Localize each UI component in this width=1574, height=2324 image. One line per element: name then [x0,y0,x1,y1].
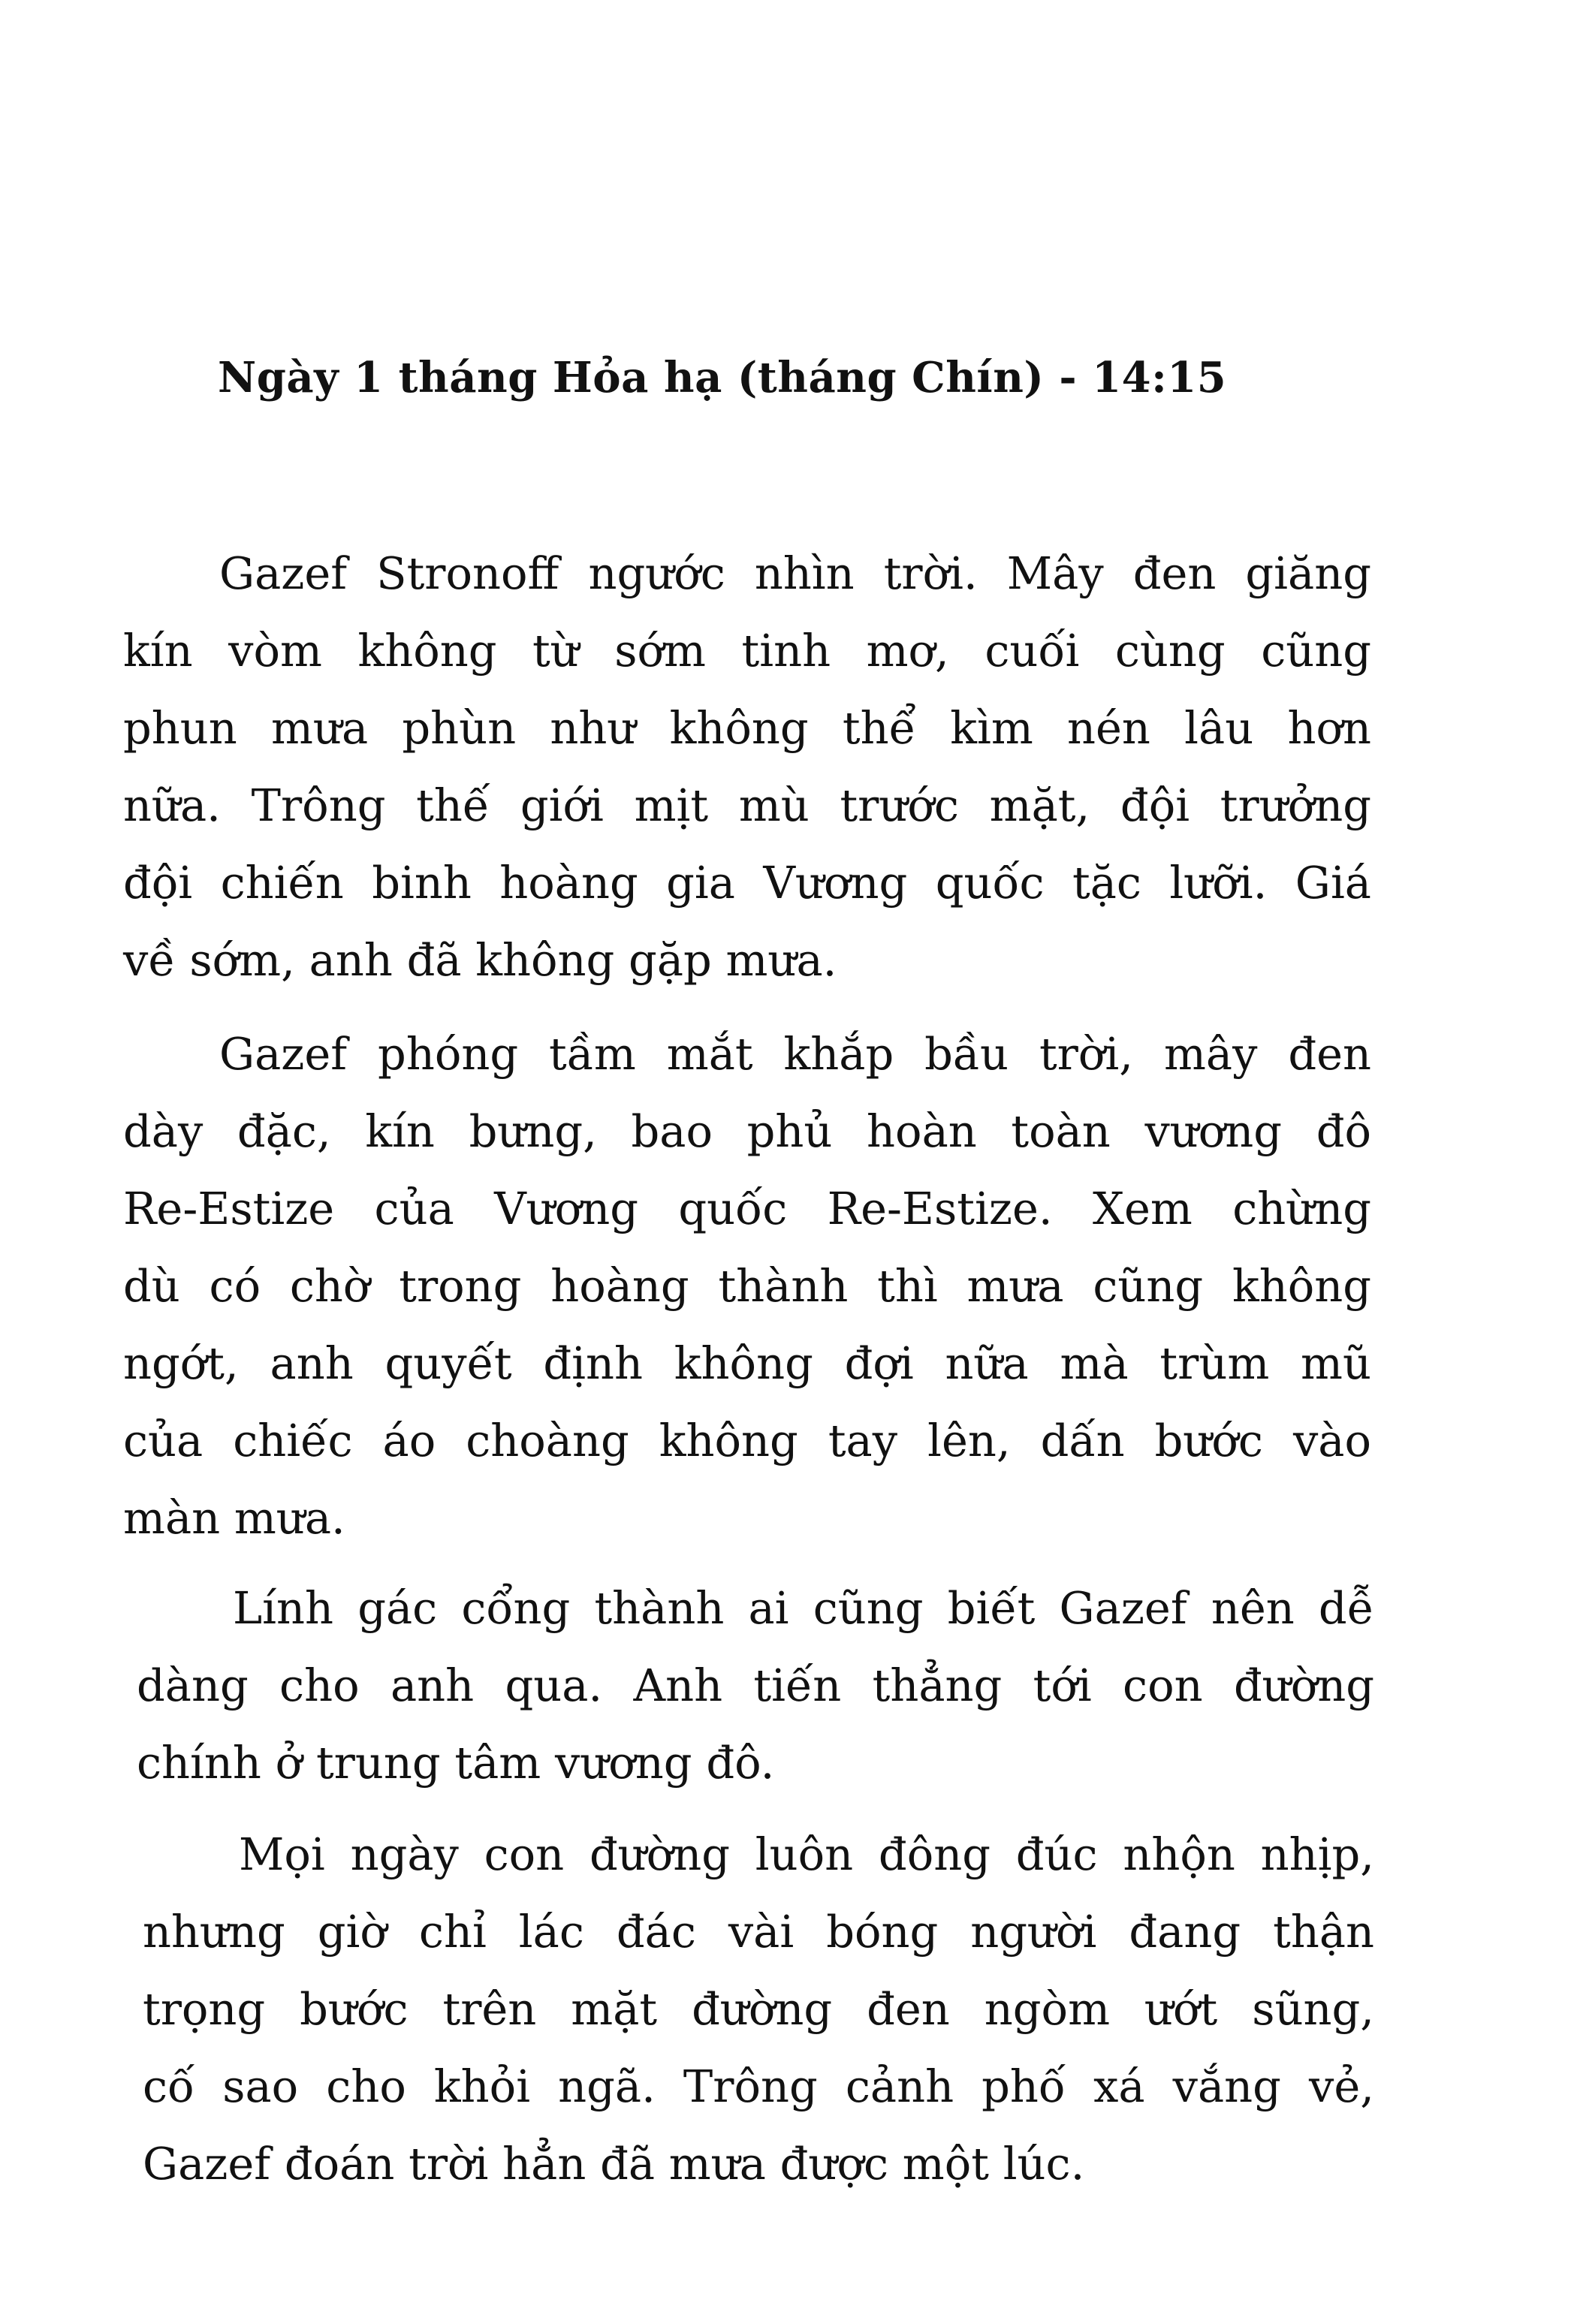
text-line: chính ở trung tâm vương đô. [137,1737,775,1789]
text-line: cố sao cho khỏi ngã. Trông cảnh phố xá vắng vẻ, [143,2060,1374,2112]
text-line: trọng bước trên mặt đường đen ngòm ướt sũng, [143,1983,1374,2035]
text-line: phun mưa phùn như không thể kìm nén lâu hơn [123,702,1371,754]
paragraph [123,535,1371,999]
text-line: của chiếc áo choàng không tay lên, dấn bước vào [123,1415,1371,1466]
text-line: về sớm, anh đã không gặp mưa. [123,934,837,986]
section-heading: Ngày 1 tháng Hỏa hạ (tháng Chín) - 14:15 [218,353,1227,402]
text-line: dù có chờ trong hoàng thành thì mưa cũng không [123,1260,1371,1312]
text-line: Lính gác cổng thành ai cũng biết Gazef nên dễ [233,1582,1374,1634]
text-line: dàng cho anh qua. Anh tiến thẳng tới con đường [137,1659,1374,1711]
text-line: Gazef Stronoff ngước nhìn trời. Mây đen giăng [219,547,1371,599]
text-line: Gazef phóng tầm mắt khắp bầu trời, mây đen [219,1028,1371,1080]
text-line: màn mưa. [123,1492,345,1544]
text-line: đội chiến binh hoàng gia Vương quốc tặc lưỡi. Giá [123,857,1371,909]
text-line: nhưng giờ chỉ lác đác vài bóng người đang thận [143,1906,1374,1958]
text-line: nữa. Trông thế giới mịt mù trước mặt, đội trưởng [123,779,1371,831]
paragraph [143,1816,1374,2202]
text-line: Re-Estize của Vương quốc Re-Estize. Xem chừng [123,1183,1371,1234]
text-line: dày đặc, kín bưng, bao phủ hoàn toàn vương đô [123,1105,1371,1157]
paragraph [123,1015,1371,1557]
paragraph [137,1569,1374,1801]
text-line: kín vòm không từ sớm tinh mơ, cuối cùng cũng [123,625,1371,677]
text-line: Mọi ngày con đường luôn đông đúc nhộn nhịp, [239,1828,1374,1880]
text-line: ngớt, anh quyết định không đợi nữa mà trùm mũ [123,1337,1371,1389]
text-line: Gazef đoán trời hẳn đã mưa được một lúc. [143,2138,1085,2190]
